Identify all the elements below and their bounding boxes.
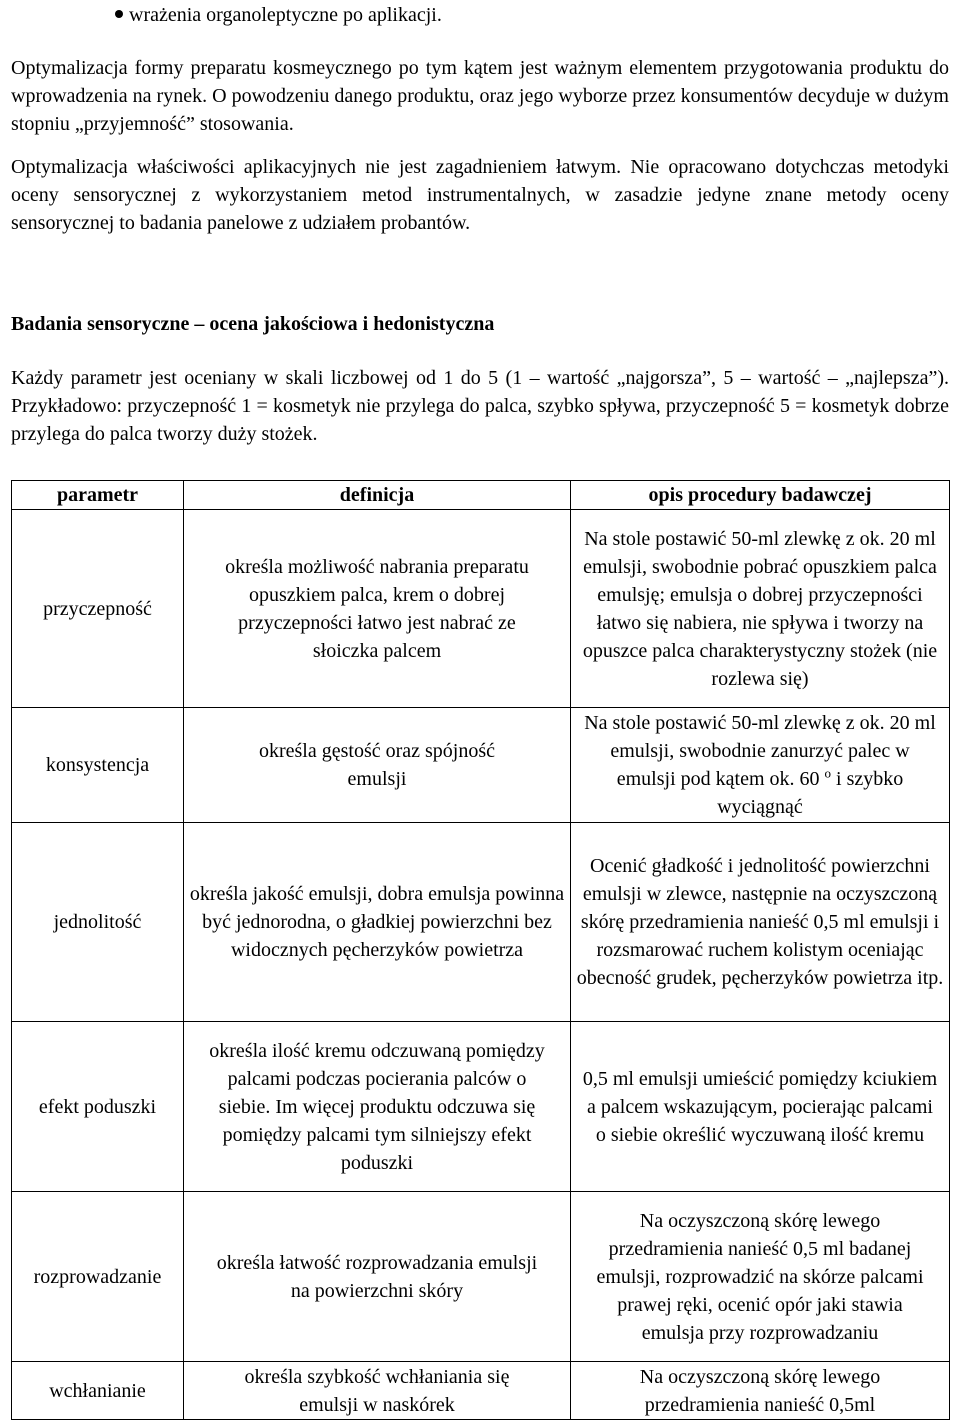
paragraph-optimization-form: Optymalizacja formy preparatu kosmeycznego po tym kątem jest ważnym elementem przygotowania produktu do wprowadzenia na rynek. O powodzeniu danego produktu, oraz jego wyborze przez konsumentów decyduje w dużym stopniu „przyjemność” stosowania.	[11, 57, 949, 135]
section-heading: Badania sensoryczne – ocena jakościowa i hedonistyczna	[11, 313, 495, 335]
cell-definicja: określa gęstość oraz spójność emulsji	[184, 708, 571, 823]
cell-parametr: efekt poduszki	[12, 1022, 184, 1192]
cell-parametr: przyczepność	[12, 510, 184, 708]
paragraph-application-properties: Optymalizacja właściwości aplikacyjnych nie jest zagadnieniem łatwym. Nie opracowano dotychczas metodyki oceny sensorycznej z wykorzystaniem metod instrumentalnych, w zasadzie jedyne znane metody oceny sensorycznej to badania panelowe z udziałem probantów.	[11, 156, 949, 234]
header-definicja: definicja	[184, 481, 571, 510]
cell-opis: Na oczyszczoną skórę lewego przedramienia nanieść 0,5 ml badanej emulsji, rozprowadzić na skórze palcami prawej ręki, ocenić opór jaki stawia emulsja przy rozprowadzaniu	[571, 1192, 950, 1362]
paragraph-rating-scale: Każdy parametr jest oceniany w skali liczbowej od 1 do 5 (1 – wartość „najgorsza”, 5 – wartość – „najlepsza”). Przykładowo: przyczepność 1 = kosmetyk nie przylega do palca, szybko spływa, przyczepność 5 = kosmetyk dobrze przylega do palca tworzy duży stożek.	[11, 367, 949, 445]
cell-parametr: konsystencja	[12, 708, 184, 823]
table-row	[12, 1192, 950, 1362]
bullet-dot-icon	[115, 10, 123, 18]
cell-parametr: jednolitość	[12, 823, 184, 1022]
cell-definicja: określa szybkość wchłaniania się emulsji w naskórek	[184, 1362, 571, 1420]
table-header-row	[12, 481, 950, 510]
cell-definicja: określa możliwość nabrania preparatu opuszkiem palca, krem o dobrej przyczepności łatwo jest nabrać ze słoiczka palcem	[184, 510, 571, 708]
bullet-item	[129, 0, 442, 30]
cell-opis: Na stole postawić 50-ml zlewkę z ok. 20 ml emulsji, swobodnie pobrać opuszkiem palca emulsję; emulsja o dobrej przyczepności łatwo się nabiera, nie spływa i tworzy na opuszce palca charakterystyczny stożek (nie rozlewa się)	[571, 510, 950, 708]
table-row	[12, 708, 950, 823]
cell-definicja: określa ilość kremu odczuwaną pomiędzy palcami podczas pocierania palców o siebie. Im więcej produktu odczuwa się pomiędzy palcami tym silniejszy efekt poduszki	[184, 1022, 571, 1192]
table-row	[12, 1362, 950, 1420]
cell-parametr: rozprowadzanie	[12, 1192, 184, 1362]
cell-opis-text-end: i szybko wyciągnąć	[717, 768, 904, 818]
table-row	[12, 510, 950, 708]
cell-opis	[571, 708, 950, 823]
header-parametr: parametr	[12, 481, 184, 510]
cell-definicja: określa łatwość rozprowadzania emulsji na powierzchni skóry	[184, 1192, 571, 1362]
degree-superscript: o	[824, 765, 832, 781]
cell-parametr: wchłanianie	[12, 1362, 184, 1420]
header-opis-procedury: opis procedury badawczej	[571, 481, 950, 510]
table-row	[12, 1022, 950, 1192]
cell-opis-text: Na stole postawić 50-ml zlewkę z ok. 20 ml emulsji, swobodnie zanurzyć palec w emulsji pod kątem ok. 60	[584, 712, 936, 790]
cell-opis: Ocenić gładkość i jednolitość powierzchni emulsji w zlewce, następnie na oczyszczoną skórę przedramienia nanieść 0,5 ml emulsji i rozsmarować ruchem kolistym oceniając obecność grudek, pęcherzyków powietrza itp.	[571, 823, 950, 1022]
bullet-text: wrażenia organoleptyczne po aplikacji.	[129, 4, 442, 26]
sensory-parameters-table	[11, 480, 950, 1420]
cell-definicja: określa jakość emulsji, dobra emulsja powinna być jednorodna, o gładkiej powierzchni bez widocznych pęcherzyków powietrza	[184, 823, 571, 1022]
table-row	[12, 823, 950, 1022]
cell-opis: Na oczyszczoną skórę lewego przedramienia nanieść 0,5ml	[571, 1362, 950, 1420]
cell-opis: 0,5 ml emulsji umieścić pomiędzy kciukiem a palcem wskazującym, pocierając palcami o siebie określić wyczuwaną ilość kremu	[571, 1022, 950, 1192]
